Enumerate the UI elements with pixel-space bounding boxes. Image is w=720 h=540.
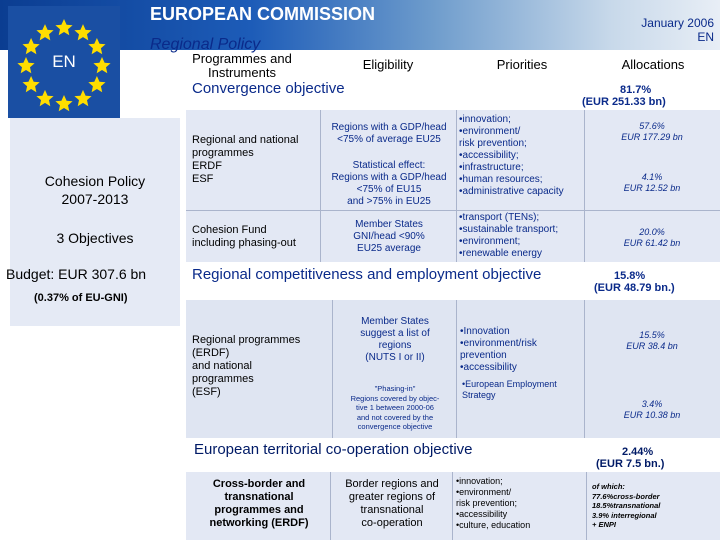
- convergence-allocation-1: 57.6% EUR 177.29 bn: [621, 121, 683, 142]
- cohesion-policy-label: Cohesion Policy 2007-2013: [44, 173, 146, 207]
- convergence-allocation-3: 20.0% EUR 61.42 bn: [623, 227, 681, 248]
- divider: [332, 300, 333, 438]
- col-eligibility: Eligibility: [362, 57, 414, 72]
- divider: [330, 472, 331, 540]
- star-icon: [36, 24, 53, 40]
- competitiveness-percent: 15.8%: [614, 270, 646, 282]
- divider: [456, 110, 457, 262]
- competitiveness-eligibility-1: Member States suggest a list of regions (NUTS I or II): [360, 316, 430, 363]
- competitiveness-eligibility-2: "Phasing-in" Regions covered by objec- tive 1 between 2000-06 and not covered by the convergence objective: [350, 384, 440, 431]
- page-subtitle: Regional Policy: [150, 36, 261, 53]
- convergence-priorities-1: •innovation; •environment/ risk prevention; •accessibility; •infrastructure; •human resources; •administrative capacity: [459, 114, 564, 197]
- competitiveness-amount: (EUR 48.79 bn.): [594, 282, 675, 294]
- star-icon: [74, 90, 91, 106]
- convergence-amount: (EUR 251.33 bn): [582, 96, 666, 108]
- convergence-eligibility-2: Statistical effect: Regions with a GDP/head <75% of EU15 and >75% in EU25: [331, 160, 447, 207]
- eu-flag-icon: [8, 6, 120, 118]
- convergence-programmes: Regional and national programmes ERDF ESF: [192, 134, 299, 185]
- objectives-label: 3 Objectives: [56, 230, 134, 246]
- competitiveness-title: Regional competitiveness and employment objective: [192, 266, 542, 283]
- star-icon: [36, 90, 53, 106]
- star-icon: [74, 24, 91, 40]
- col-programmes: Programmes and Instruments: [192, 51, 292, 80]
- territorial-programmes: Cross-border and transnational programmes and networking (ERDF): [209, 478, 309, 529]
- gni-label: (0.37% of EU-GNI): [34, 292, 128, 304]
- divider: [456, 300, 457, 438]
- territorial-amount: (EUR 7.5 bn.): [596, 458, 665, 470]
- convergence-eligibility-1: Regions with a GDP/head <75% of average EU25: [331, 122, 447, 145]
- divider: [584, 300, 585, 438]
- territorial-allocation: of which: 77.6%cross-border 18.5%transnational 3.9% interregional + ENPI: [592, 482, 661, 529]
- divider: [320, 110, 321, 262]
- competitiveness-priorities-2: •European Employment Strategy: [462, 379, 557, 400]
- flag-label: EN: [52, 52, 76, 71]
- star-icon: [55, 95, 72, 111]
- convergence-priorities-2: •transport (TENs); •sustainable transport; •environment; •renewable energy: [459, 212, 559, 259]
- competitiveness-programmes: Regional programmes (ERDF) and national programmes (ESF): [192, 334, 301, 398]
- territorial-eligibility: Border regions and greater regions of transnational co-operation: [345, 478, 439, 529]
- divider: [452, 472, 453, 540]
- convergence-title: Convergence objective: [192, 80, 345, 97]
- divider: [186, 210, 720, 211]
- divider: [586, 472, 587, 540]
- star-icon: [22, 76, 39, 92]
- convergence-percent: 81.7%: [620, 84, 652, 96]
- date-text: January 2006: [641, 16, 714, 30]
- col-priorities: Priorities: [496, 57, 548, 72]
- cohesion-fund-label: Cohesion Fund including phasing-out: [192, 224, 296, 249]
- header-date: [641, 16, 714, 44]
- page-title: EUROPEAN COMMISSION: [150, 4, 376, 24]
- lang-code: EN: [697, 30, 714, 44]
- star-icon: [88, 76, 105, 92]
- budget-label: Budget: EUR 307.6 bn: [6, 266, 147, 282]
- convergence-allocation-2: 4.1% EUR 12.52 bn: [623, 172, 681, 193]
- territorial-title: European territorial co-operation objective: [194, 441, 473, 458]
- territorial-percent: 2.44%: [622, 446, 654, 458]
- competitiveness-allocation-2: 3.4% EUR 10.38 bn: [623, 399, 681, 420]
- col-allocations: Allocations: [621, 57, 685, 72]
- competitiveness-priorities: •Innovation •environment/risk prevention •accessibility: [460, 326, 537, 373]
- territorial-priorities: •innovation; •environment/ risk prevention; •accessibility •culture, education: [456, 476, 531, 530]
- competitiveness-allocation-1: 15.5% EUR 38.4 bn: [626, 330, 678, 351]
- convergence-eligibility-3: Member States GNI/head <90% EU25 average: [353, 219, 425, 254]
- star-icon: [55, 19, 72, 35]
